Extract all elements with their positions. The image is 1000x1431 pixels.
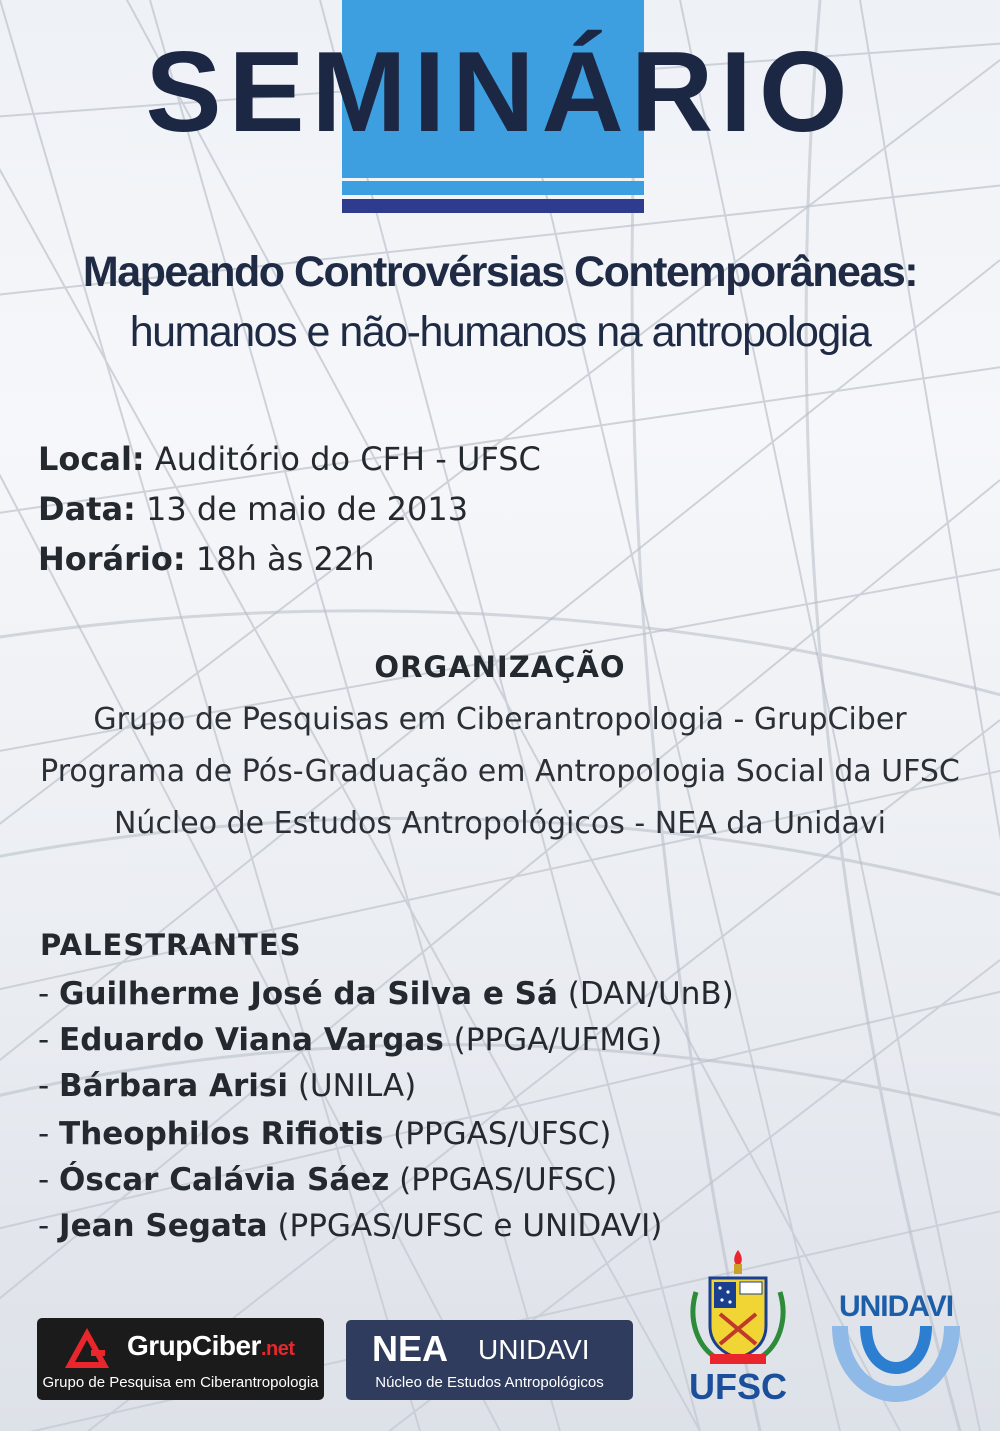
- speaker-name: Guilherme José da Silva e Sá: [59, 976, 558, 1012]
- location-value: Auditório do CFH - UFSC: [154, 440, 541, 478]
- speaker-item: [38, 1162, 617, 1198]
- grupciber-name: GrupCiber: [127, 1330, 261, 1361]
- nea-logo: [346, 1320, 633, 1400]
- title-stripe-light: [342, 181, 644, 195]
- speaker-affiliation: (PPGAS/UFSC): [383, 1116, 612, 1152]
- speaker-prefix: -: [38, 1068, 60, 1104]
- speaker-item: [38, 1208, 662, 1244]
- nea-acronym: NEA: [372, 1328, 449, 1369]
- speaker-affiliation: (UNILA): [287, 1068, 417, 1104]
- event-time: [38, 540, 374, 578]
- grupciber-logo: [37, 1318, 324, 1400]
- speaker-name: Óscar Calávia Sáez: [59, 1162, 390, 1198]
- organization-heading: ORGANIZAÇÃO: [374, 650, 626, 684]
- speaker-prefix: -: [38, 1022, 60, 1058]
- ufsc-wordmark: UFSC: [689, 1366, 787, 1407]
- grupciber-wordmark: [127, 1330, 295, 1362]
- organization-item: Núcleo de Estudos Antropológicos - NEA da Unidavi: [113, 806, 886, 841]
- grupciber-tagline: Grupo de Pesquisa em Ciberantropologia: [42, 1374, 319, 1391]
- speaker-name: Theophilos Rifiotis: [59, 1116, 384, 1152]
- organization-item: Programa de Pós-Graduação em Antropologia Social da UFSC: [40, 754, 960, 789]
- time-label: Horário:: [38, 540, 186, 578]
- event-date: [38, 490, 468, 528]
- date-label: Data:: [38, 490, 136, 528]
- page-title: SEMINÁRIO: [145, 29, 855, 156]
- grupciber-suffix: .net: [260, 1338, 295, 1360]
- speaker-item: [38, 1022, 662, 1058]
- grupciber-triangle-icon: [63, 1326, 111, 1370]
- speaker-affiliation: (PPGAS/UFSC): [389, 1162, 618, 1198]
- speaker-affiliation: (DAN/UnB): [557, 976, 734, 1012]
- speakers-heading: PALESTRANTES: [40, 928, 302, 962]
- unidavi-logo: [824, 1290, 968, 1408]
- organization-item: Grupo de Pesquisas em Ciberantropologia - GrupCiber: [93, 702, 907, 737]
- speaker-prefix: -: [38, 1116, 60, 1152]
- unidavi-arc-icon: [826, 1322, 966, 1406]
- speaker-prefix: -: [38, 1162, 60, 1198]
- speaker-prefix: -: [38, 976, 60, 1012]
- nea-org: UNIDAVI: [478, 1334, 590, 1365]
- nea-tagline: Núcleo de Estudos Antropológicos: [375, 1374, 604, 1391]
- unidavi-wordmark: UNIDAVI: [838, 1290, 954, 1323]
- event-location: [38, 440, 541, 478]
- speaker-affiliation: (PPGA/UFMG): [443, 1022, 663, 1058]
- speaker-affiliation: (PPGAS/UFSC e UNIDAVI): [267, 1208, 663, 1244]
- location-label: Local:: [38, 440, 145, 478]
- speaker-item: [38, 1116, 611, 1152]
- ufsc-crest-icon: [680, 1248, 796, 1372]
- speaker-name: Eduardo Viana Vargas: [59, 1022, 444, 1058]
- ufsc-logo: [680, 1248, 796, 1406]
- title-stripe-dark: [342, 199, 644, 213]
- speaker-item: [38, 976, 734, 1012]
- date-value: 13 de maio de 2013: [146, 490, 469, 528]
- time-value: 18h às 22h: [195, 540, 375, 578]
- speaker-name: Bárbara Arisi: [59, 1068, 288, 1104]
- speaker-item: [38, 1068, 416, 1104]
- subtitle-main: Mapeando Controvérsias Contemporâneas:: [82, 248, 918, 296]
- speaker-name: Jean Segata: [59, 1208, 268, 1244]
- speaker-prefix: -: [38, 1208, 60, 1244]
- subtitle-secondary: humanos e não-humanos na antropologia: [129, 308, 871, 356]
